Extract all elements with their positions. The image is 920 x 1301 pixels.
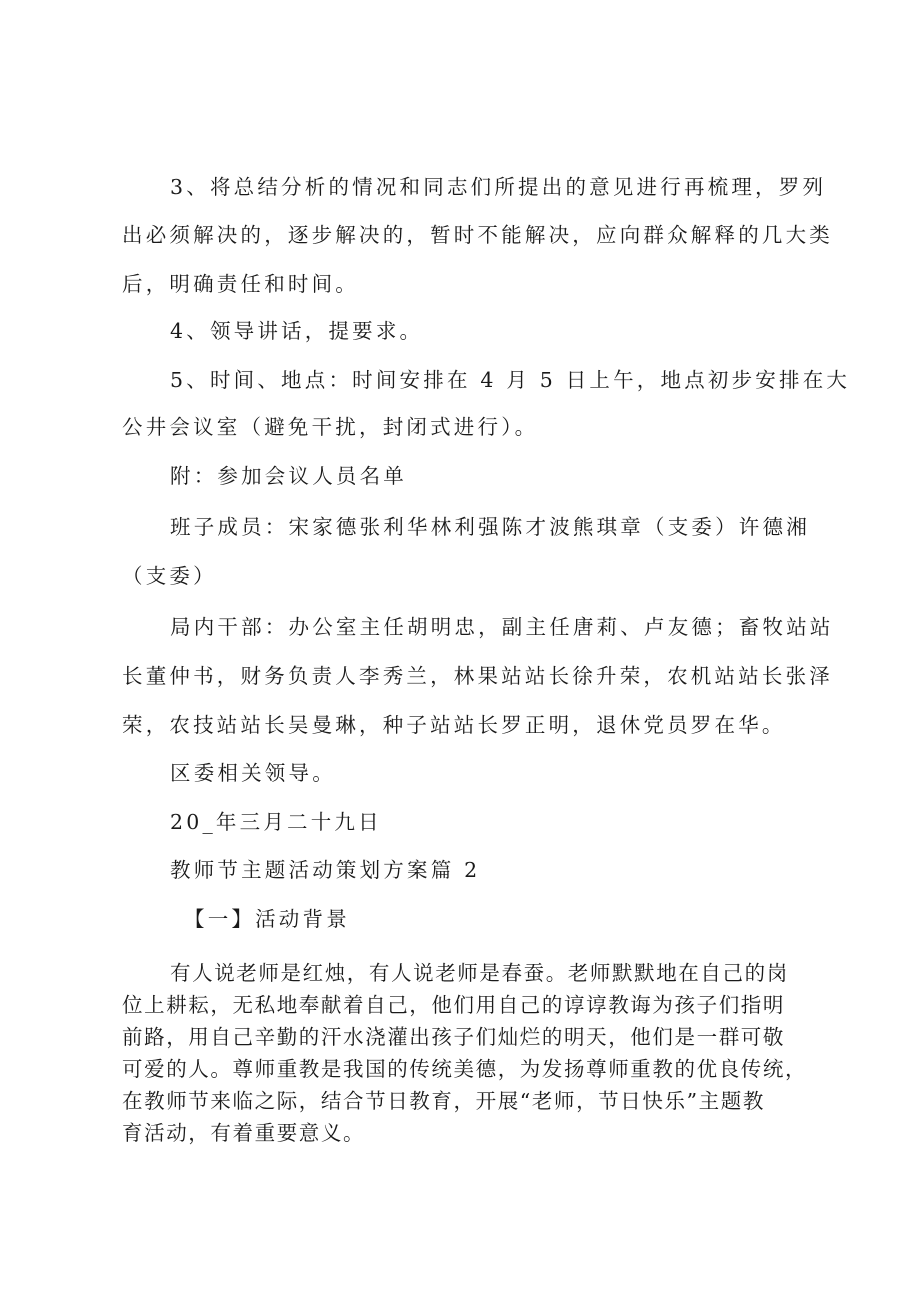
paragraph-line: 前路，用自己辛勤的汗水浇灌出孩子们灿烂的明天，他们是一群可敬 bbox=[122, 1025, 785, 1049]
text-line: 后，明确责任和时间。 bbox=[122, 272, 359, 296]
attendee-list-heading: 附：参加会议人员名单 bbox=[170, 464, 407, 488]
text-line-item-3: 3、将总结分析的情况和同志们所提出的意见进行再梳理，罗列 bbox=[170, 175, 827, 199]
paragraph-line: 可爱的人。尊师重教是我国的传统美德，为发扬尊师重教的优良传统， bbox=[122, 1057, 808, 1081]
paragraph-line: 有人说老师是红烛，有人说老师是春蚕。老师默默地在自己的岗 bbox=[170, 961, 789, 985]
text-line: 出必须解决的，逐步解决的，暂时不能解决，应向群众解释的几大类 bbox=[122, 223, 833, 247]
section-title: 教师节主题活动策划方案篇 2 bbox=[170, 858, 481, 882]
subsection-heading: 【一】活动背景 bbox=[184, 907, 350, 931]
text-line: 公井会议室（避免干扰，封闭式进行）。 bbox=[122, 415, 539, 439]
text-line: 长董仲书，财务负责人李秀兰，林果站站长徐升荣，农机站站长张泽 bbox=[122, 664, 833, 688]
district-leaders-line: 区委相关领导。 bbox=[170, 761, 336, 785]
team-members-line: 班子成员：宋家德张利华林利强陈才波熊琪章（支委）许德湘 bbox=[170, 515, 810, 539]
paragraph-line: 育活动，有着重要意义。 bbox=[122, 1121, 366, 1145]
paragraph-line: 在教师节来临之际，结合节日教育，开展“老师，节日快乐”主题教 bbox=[122, 1089, 765, 1113]
text-line: （支委） bbox=[122, 564, 217, 588]
text-line-item-5: 5、时间、地点：时间安排在 4 月 5 日上午，地点初步安排在大 bbox=[170, 368, 851, 392]
date-line: 20_年三月二十九日 bbox=[170, 810, 382, 834]
bureau-cadres-line: 局内干部：办公室主任胡明忠，副主任唐莉、卢友德；畜牧站站 bbox=[170, 615, 834, 639]
text-line-item-4: 4、领导讲话，提要求。 bbox=[170, 319, 424, 343]
paragraph-line: 位上耕耘，无私地奉献着自己，他们用自己的谆谆教诲为孩子们指明 bbox=[122, 993, 785, 1017]
text-line: 荣，农技站站长吴曼琳，种子站站长罗正明，退休党员罗在华。 bbox=[122, 713, 786, 737]
